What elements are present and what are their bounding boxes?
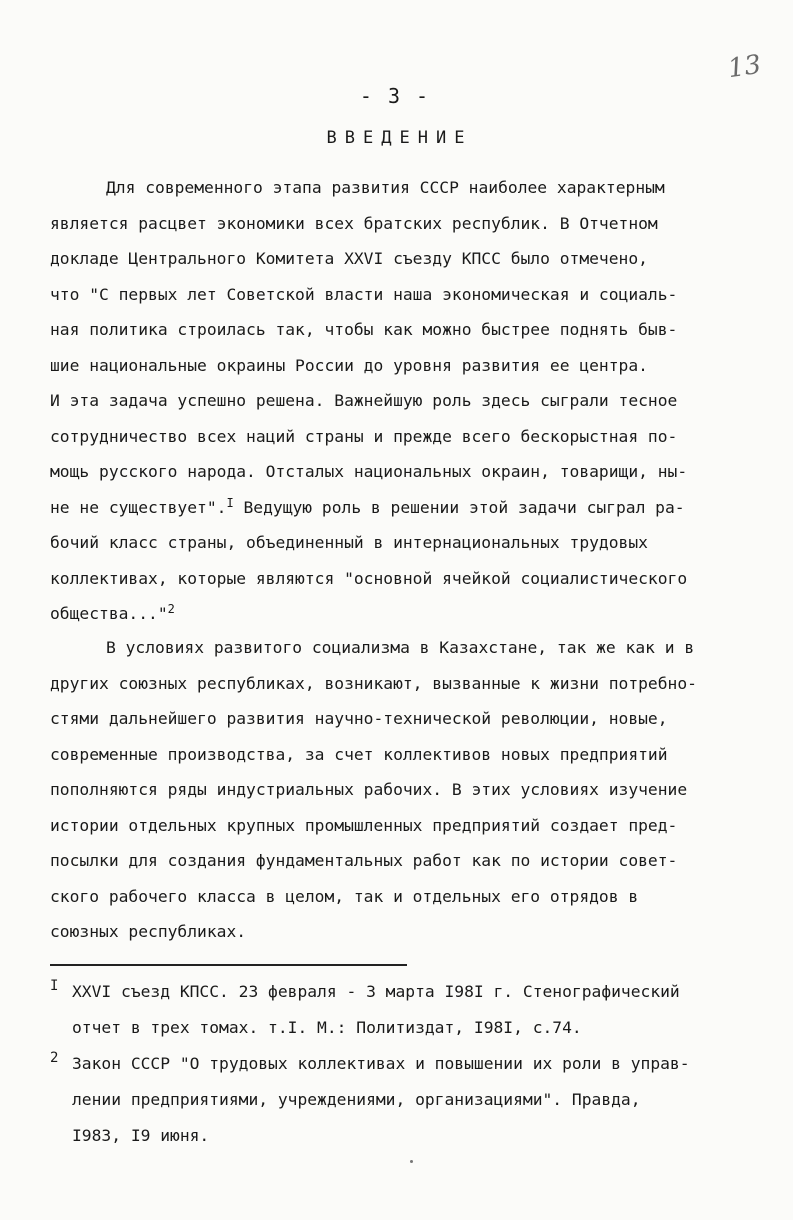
scan-speck: [410, 1160, 413, 1163]
footnote-marker: 2: [50, 1050, 59, 1066]
text-line: сотрудничество всех наций страны и прежде всего бескорыстная по-: [50, 426, 678, 446]
text-line: пополняются ряды индустриальных рабочих. В этих условиях изучение: [50, 780, 688, 799]
text-line-with-footnote: [50, 596, 750, 632]
text-line: В условиях развитого социализма в Казахстане, так же как и в: [106, 638, 695, 657]
footnote-ref-1: I: [226, 495, 234, 510]
text-line: докладе Центрального Комитета XXVI съезду КПСС было отмечено,: [50, 249, 648, 268]
footnote-divider: [50, 964, 407, 966]
text-line: ского рабочего класса в целом, так и отдельных его отрядов в: [50, 886, 639, 906]
text-segment: общества...": [50, 604, 168, 623]
footnote-1: [50, 974, 762, 1046]
text-line: истории отдельных крупных промышленных предприятий создает пред-: [50, 815, 678, 835]
footnote-line: лении предприятиями, учреждениями, организациями". Правда,: [72, 1090, 641, 1109]
footnote-line: Закон СССР "О трудовых коллективах и повышении их роли в управ-: [72, 1054, 690, 1073]
text-line: является расцвет экономики всех братских республик. В Отчетном: [50, 213, 658, 233]
footnote-2: [50, 1046, 762, 1154]
page-number: - 3 -: [359, 84, 431, 108]
footnote-marker: I: [50, 978, 59, 994]
section-title: ВВЕДЕНИЕ: [326, 128, 473, 148]
text-line: ная политика строилась так, чтобы как можно быстрее поднять быв-: [50, 320, 678, 339]
text-line: шие национальные окраины России до уровня развития ее центра.: [50, 355, 648, 375]
paragraph-2: [50, 630, 750, 950]
footnote-ref-2: 2: [167, 602, 175, 616]
footnote-line: отчет в трех томах. т.I. М.: Политиздат, I98I, с.74.: [72, 1018, 582, 1037]
text-line: что "С первых лет Советской власти наша экономическая и социаль-: [50, 284, 678, 304]
text-segment: не не существует".: [50, 497, 227, 517]
text-line: мощь русского народа. Отсталых национальных окраин, товарищи, ны-: [50, 462, 688, 481]
paragraph-1: [50, 170, 750, 632]
text-line: коллективах, которые являются "основной ячейкой социалистического: [50, 568, 688, 588]
text-line: Для современного этапа развития СССР наиболее характерным: [106, 178, 665, 197]
text-line: других союзных республиках, возникают, вызванные к жизни потребно-: [50, 673, 697, 693]
text-segment: Ведущую роль в решении этой задачи сыграл ра-: [233, 497, 685, 517]
footnote-line: XXVI съезд КПСС. 23 февраля - 3 марта I98I г. Стенографический: [72, 982, 680, 1001]
text-line: бочий класс страны, объединенный в интернациональных трудовых: [50, 533, 648, 552]
text-line-with-footnote: [50, 490, 750, 526]
text-line: И эта задача успешно решена. Важнейшую роль здесь сыграли тесное: [50, 391, 678, 410]
archive-page-number: 13: [726, 49, 764, 85]
text-line: союзных республиках.: [50, 922, 247, 941]
footnotes: [50, 974, 762, 1154]
text-line: современные производства, за счет коллективов новых предприятий: [50, 744, 668, 764]
footnote-line: I983, I9 июня.: [72, 1126, 210, 1145]
text-line: стями дальнейшего развития научно-технической революции, новые,: [50, 709, 668, 728]
text-line: посылки для создания фундаментальных работ как по истории совет-: [50, 851, 678, 870]
